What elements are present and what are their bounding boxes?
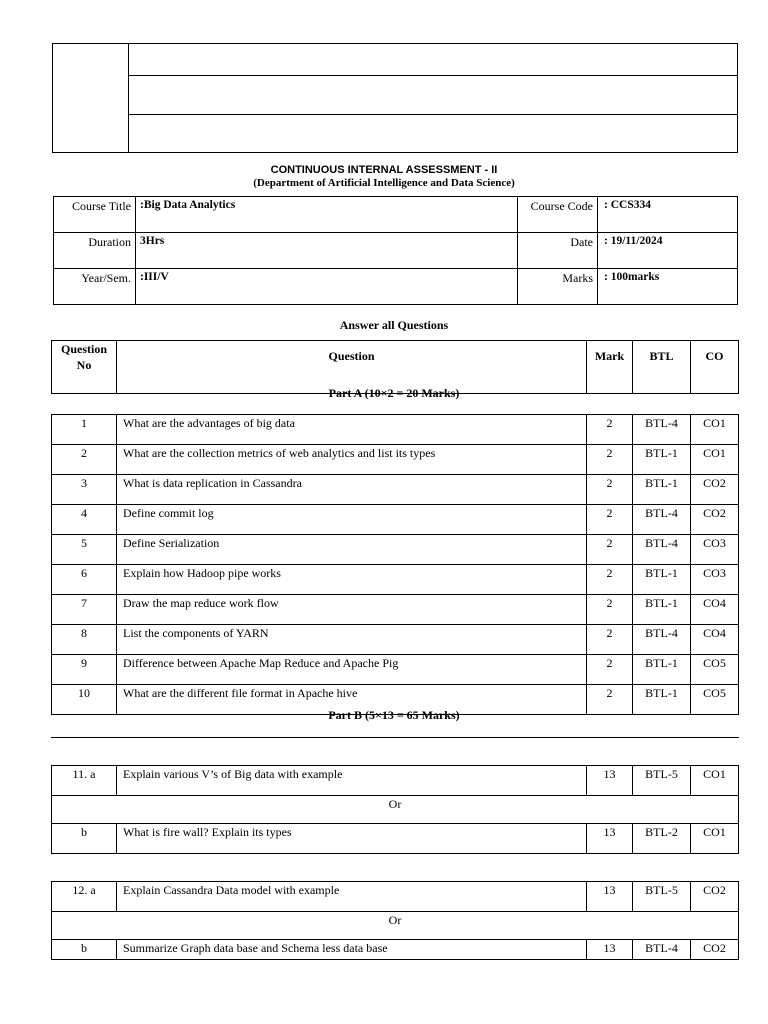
- column-btl: BTL: [633, 341, 691, 394]
- question-btl: BTL-4: [633, 505, 691, 535]
- question-number: 8: [52, 625, 117, 655]
- question-co: CO2: [691, 882, 739, 912]
- table-row: [52, 655, 739, 685]
- question-mark: 13: [587, 882, 633, 912]
- question-number: 12. a: [52, 882, 117, 912]
- question-number: 6: [52, 565, 117, 595]
- question-text: Explain various V’s of Big data with example: [117, 766, 587, 796]
- marks-label: Marks: [518, 269, 598, 305]
- table-row: [52, 766, 739, 796]
- question-btl: BTL-4: [633, 535, 691, 565]
- table-row: [52, 445, 739, 475]
- table-row: [52, 415, 739, 445]
- question-11-table: [51, 765, 739, 854]
- question-text: Explain Cassandra Data model with example: [117, 882, 587, 912]
- question-mark: 13: [587, 766, 633, 796]
- duration-label: Duration: [54, 233, 136, 269]
- year-value: :III/V: [136, 269, 518, 305]
- question-btl: BTL-1: [633, 445, 691, 475]
- question-number: 10: [52, 685, 117, 715]
- question-mark: 2: [587, 565, 633, 595]
- table-row: [52, 565, 739, 595]
- question-co: CO2: [691, 475, 739, 505]
- question-co: CO1: [691, 824, 739, 854]
- question-btl: BTL-5: [633, 882, 691, 912]
- instruction-text: Answer all Questions: [339, 318, 449, 332]
- column-mark: Mark: [587, 341, 633, 394]
- table-row: [52, 625, 739, 655]
- question-co: CO3: [691, 535, 739, 565]
- table-row: [52, 824, 739, 854]
- question-btl: BTL-4: [633, 415, 691, 445]
- question-number: 5: [52, 535, 117, 565]
- question-number: 4: [52, 505, 117, 535]
- question-mark: 2: [587, 535, 633, 565]
- column-question: Question: [117, 341, 587, 394]
- or-separator: Or: [52, 796, 739, 824]
- header-box: [52, 43, 738, 153]
- course-info-table: [53, 196, 738, 305]
- question-text: Summarize Graph data base and Schema less data base: [117, 940, 587, 960]
- date-label: Date: [518, 233, 598, 269]
- question-number: 3: [52, 475, 117, 505]
- question-mark: 13: [587, 940, 633, 960]
- question-btl: BTL-1: [633, 475, 691, 505]
- part-a-heading: Part A (10×2 = 20 Marks): [328, 386, 460, 400]
- question-mark: 2: [587, 445, 633, 475]
- question-btl: BTL-1: [633, 565, 691, 595]
- column-co: CO: [691, 341, 739, 394]
- question-text: Explain how Hadoop pipe works: [117, 565, 587, 595]
- question-co: CO1: [691, 415, 739, 445]
- question-btl: BTL-4: [633, 940, 691, 960]
- question-mark: 2: [587, 625, 633, 655]
- question-co: CO4: [691, 595, 739, 625]
- column-question-no-line2: No: [76, 358, 92, 372]
- question-mark: 2: [587, 685, 633, 715]
- question-co: CO5: [691, 655, 739, 685]
- question-text: What are the advantages of big data: [117, 415, 587, 445]
- question-text: Difference between Apache Map Reduce and Apache Pig: [117, 655, 587, 685]
- question-number: 1: [52, 415, 117, 445]
- question-number: 7: [52, 595, 117, 625]
- assessment-title: CONTINUOUS INTERNAL ASSESSMENT - II: [270, 164, 498, 176]
- question-number: 11. a: [52, 766, 117, 796]
- question-btl: BTL-1: [633, 685, 691, 715]
- question-mark: 2: [587, 595, 633, 625]
- course-title-label: Course Title: [54, 197, 136, 233]
- question-co: CO1: [691, 766, 739, 796]
- year-label: Year/Sem.: [54, 269, 136, 305]
- question-btl: BTL-1: [633, 595, 691, 625]
- question-12-table: [51, 881, 739, 960]
- course-code-label: Course Code: [518, 197, 598, 233]
- question-text: Define commit log: [117, 505, 587, 535]
- header-row-2: [129, 76, 738, 115]
- question-number: b: [52, 940, 117, 960]
- question-mark: 2: [587, 475, 633, 505]
- part-b-heading: Part B (5×13 = 65 Marks): [328, 708, 460, 722]
- question-co: CO2: [691, 940, 739, 960]
- question-text: What are the different file format in Apache hive: [117, 685, 587, 715]
- date-value: : 19/11/2024: [598, 233, 738, 269]
- or-separator: Or: [52, 912, 739, 940]
- course-code-value: : CCS334: [598, 197, 738, 233]
- question-co: CO1: [691, 445, 739, 475]
- duration-value: 3Hrs: [136, 233, 518, 269]
- question-btl: BTL-4: [633, 625, 691, 655]
- question-text: Draw the map reduce work flow: [117, 595, 587, 625]
- table-row: [52, 505, 739, 535]
- marks-value: : 100marks: [598, 269, 738, 305]
- part-a-table: [51, 414, 739, 715]
- table-row: [52, 940, 739, 960]
- question-btl: BTL-5: [633, 766, 691, 796]
- column-question-no-line1: Question: [60, 342, 107, 356]
- question-text: What is data replication in Cassandra: [117, 475, 587, 505]
- question-number: b: [52, 824, 117, 854]
- course-title-value: :Big Data Analytics: [136, 197, 518, 233]
- question-text: Define Serialization: [117, 535, 587, 565]
- question-co: CO4: [691, 625, 739, 655]
- question-text: What are the collection metrics of web analytics and list its types: [117, 445, 587, 475]
- logo-cell: [53, 44, 129, 153]
- question-number: 2: [52, 445, 117, 475]
- question-text: What is fire wall? Explain its types: [117, 824, 587, 854]
- question-mark: 2: [587, 655, 633, 685]
- question-btl: BTL-1: [633, 655, 691, 685]
- question-co: CO2: [691, 505, 739, 535]
- table-row: [52, 475, 739, 505]
- question-btl: BTL-2: [633, 824, 691, 854]
- question-number: 9: [52, 655, 117, 685]
- table-row: [52, 882, 739, 912]
- question-text: List the components of YARN: [117, 625, 587, 655]
- table-row: [52, 535, 739, 565]
- question-mark: 13: [587, 824, 633, 854]
- question-mark: 2: [587, 505, 633, 535]
- table-row: [52, 595, 739, 625]
- header-row-1: [129, 44, 738, 76]
- question-co: CO3: [691, 565, 739, 595]
- question-mark: 2: [587, 415, 633, 445]
- department-subtitle: (Department of Artificial Intelligence and Data Science): [253, 177, 515, 189]
- divider-line: [51, 737, 739, 738]
- header-row-3: [129, 115, 738, 153]
- question-co: CO5: [691, 685, 739, 715]
